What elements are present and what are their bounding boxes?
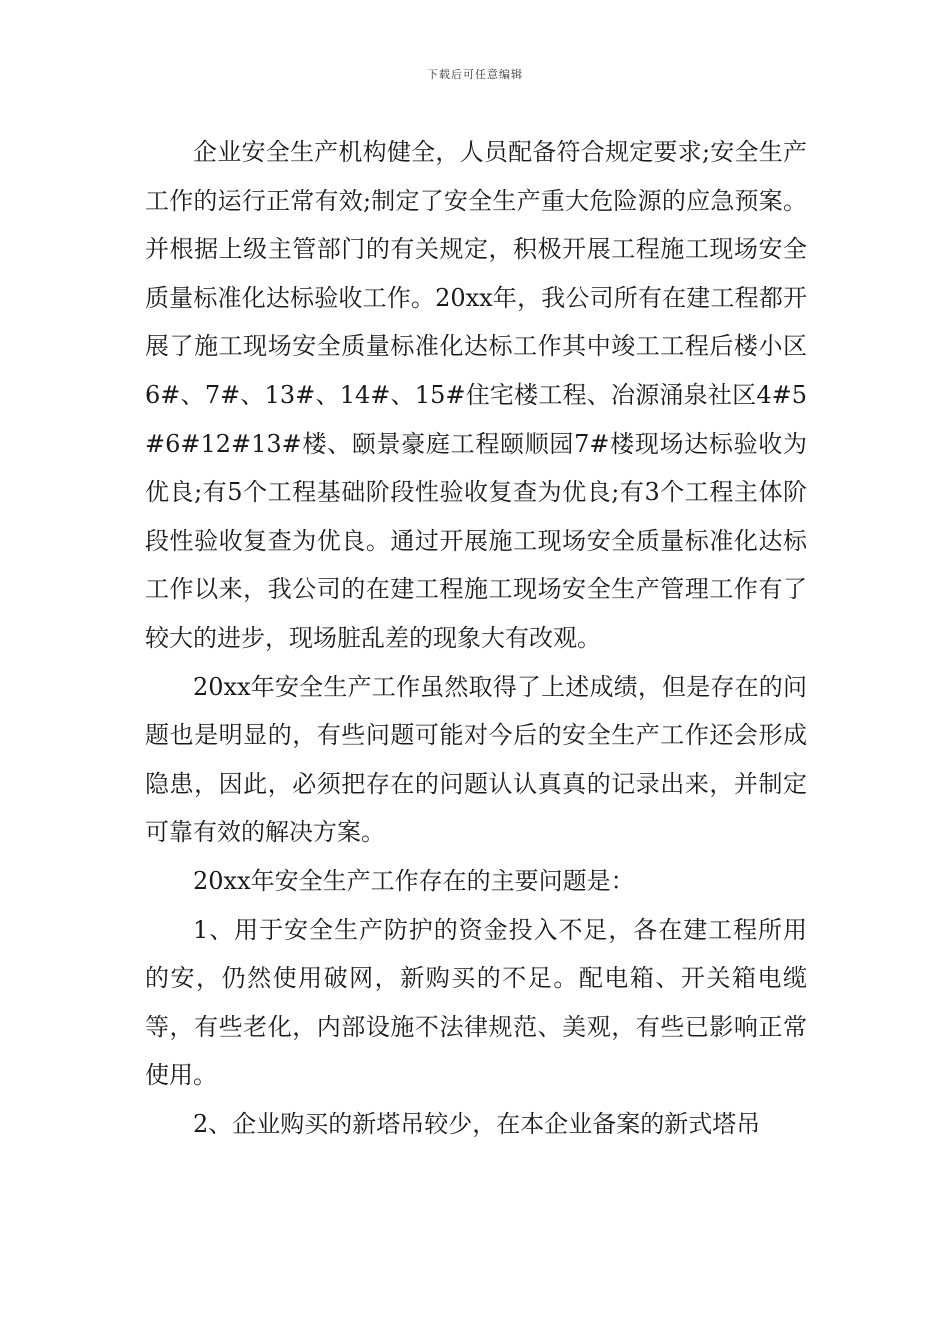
- paragraph-problem-2: 2、企业购买的新塔吊较少，在本企业备案的新式塔吊: [193, 1109, 761, 1138]
- document-body: [145, 128, 807, 1148]
- paragraph-problems-intro: 20xx年安全生产工作虽然取得了上述成绩，但是存在的问题也是明显的，有些问题可能对今后的安全生产工作还会形成隐患，因此，必须把存在的问题认认真真的记录出来，并制定可靠有效的解决方案。: [145, 672, 807, 847]
- page-header: 下载后可任意编辑: [427, 68, 523, 81]
- paragraph-achievements: 企业安全生产机构健全，人员配备符合规定要求;安全生产工作的运行正常有效;制定了安全生产重大危险源的应急预案。并根据上级主管部门的有关规定，积极开展工程施工现场安全质量标准化达标验收工作。20xx年，我公司所有在建工程都开展了施工现场安全质量标准化达标工作其中竣工工程后楼小区6#、7#、13#、14#、15#住宅楼工程、冶源涌泉社区4#5#6#12#13#楼、颐景豪庭工程颐顺园7#楼现场达标验收为优良;有5个工程基础阶段性验收复查为优良;有3个工程主体阶段性验收复查为优良。通过开展施工现场安全质量标准化达标工作以来，我公司的在建工程施工现场安全生产管理工作有了较大的进步，现场脏乱差的现象大有改观。: [145, 138, 807, 652]
- paragraph-main-problems-heading: 20xx年安全生产工作存在的主要问题是：: [193, 866, 635, 895]
- paragraph-problem-1: 1、用于安全生产防护的资金投入不足，各在建工程所用的安，仍然使用破网，新购买的不足。配电箱、开关箱电缆等，有些老化，内部设施不法律规范、美观，有些已影响正常使用。: [145, 915, 807, 1090]
